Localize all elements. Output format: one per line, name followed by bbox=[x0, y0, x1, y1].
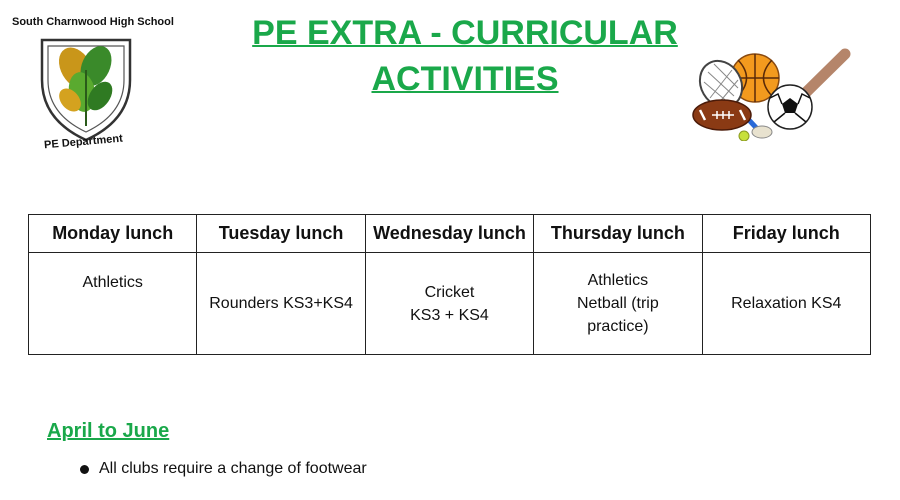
table-row bbox=[29, 253, 871, 355]
table-header-row bbox=[29, 215, 871, 253]
cell-monday bbox=[29, 253, 197, 355]
cell-line: Athletics bbox=[82, 274, 143, 291]
list-item bbox=[80, 460, 367, 478]
cell-line: Athletics bbox=[587, 272, 649, 289]
cell-line: Cricket bbox=[424, 283, 475, 301]
header-wednesday: Wednesday lunch bbox=[365, 215, 533, 253]
bullet-icon bbox=[80, 465, 89, 474]
page-title bbox=[200, 10, 730, 102]
header-tuesday: Tuesday lunch bbox=[197, 215, 365, 253]
cell-line: practice) bbox=[587, 318, 649, 335]
sports-equipment-icon bbox=[690, 46, 855, 141]
department-label: PE Department bbox=[43, 132, 124, 152]
school-name: South Charnwood High School bbox=[12, 16, 174, 28]
cell-line: Relaxation KS4 bbox=[731, 295, 842, 312]
header-thursday: Thursday lunch bbox=[534, 215, 702, 253]
cell-tuesday bbox=[197, 253, 365, 355]
cell-line: Netball (trip bbox=[576, 295, 659, 312]
title-line-1: PE EXTRA - CURRICULAR bbox=[252, 14, 678, 52]
season-heading: April to June bbox=[47, 420, 170, 442]
cell-thursday bbox=[534, 253, 702, 355]
notes-list bbox=[80, 460, 367, 478]
note-text: All clubs require a change of footwear bbox=[99, 460, 367, 477]
header-friday: Friday lunch bbox=[702, 215, 870, 253]
cell-line: KS3 + KS4 bbox=[410, 306, 489, 324]
activities-table bbox=[28, 214, 871, 355]
oak-leaf-shield-icon bbox=[36, 34, 136, 144]
title-line-2: ACTIVITIES bbox=[371, 60, 559, 98]
cell-wednesday bbox=[365, 253, 533, 355]
cell-friday bbox=[702, 253, 870, 355]
school-logo bbox=[8, 14, 178, 164]
cell-line: Rounders KS3+KS4 bbox=[209, 295, 353, 312]
header-monday: Monday lunch bbox=[29, 215, 197, 253]
